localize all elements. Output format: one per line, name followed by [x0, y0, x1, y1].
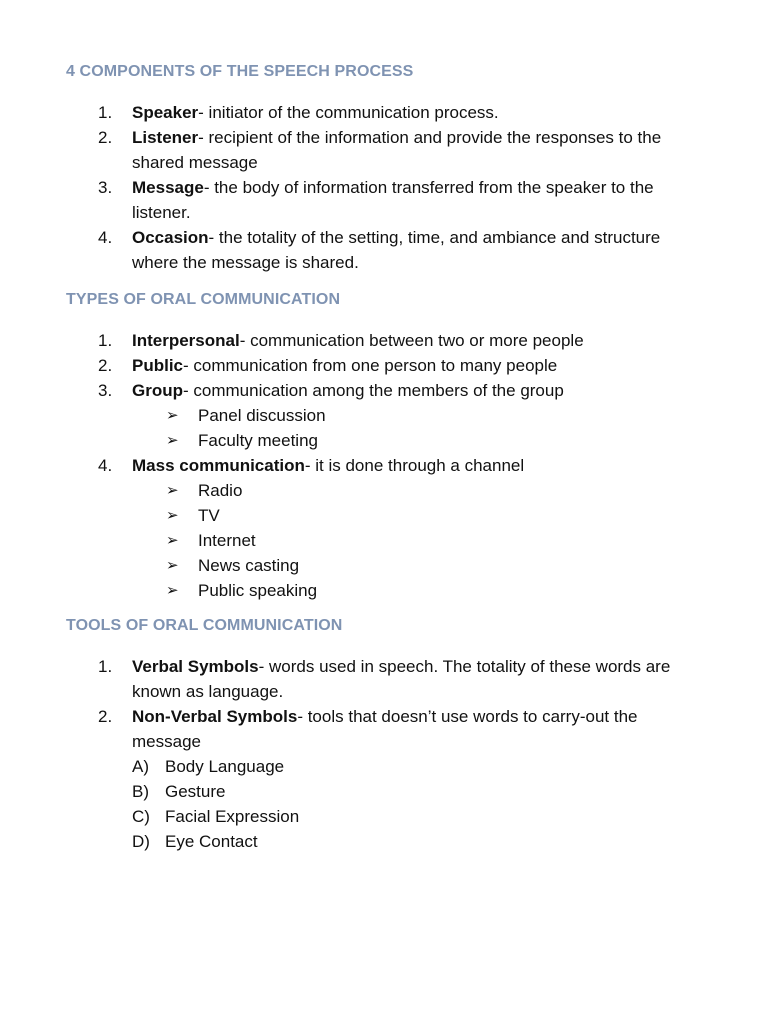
list-item-public	[132, 353, 692, 378]
description: - tools that doesn’t use words to carry-out the message	[132, 707, 638, 751]
term: Verbal Symbols	[132, 657, 259, 676]
list-item-interpersonal	[132, 328, 692, 353]
arrow-bullet-icon: ➢	[166, 532, 179, 549]
list-number: 2.	[98, 356, 113, 375]
list-number: 1.	[98, 657, 113, 676]
list-item-message	[132, 175, 692, 225]
term: Message	[132, 178, 204, 197]
list-number: 1.	[98, 331, 113, 350]
list-letter: D)	[132, 832, 150, 851]
list-item-listener	[132, 125, 692, 175]
list-number: 3.	[98, 178, 113, 197]
lettered-item: Eye Contact	[165, 832, 258, 851]
lettered-item: Facial Expression	[165, 807, 300, 826]
description: - recipient of the information and provide the responses to the shared message	[132, 128, 662, 172]
section-heading-types: TYPES OF ORAL COMMUNICATION	[66, 291, 341, 308]
arrow-bullet-icon: ➢	[166, 407, 179, 424]
list-item-group	[132, 378, 692, 403]
list-item-occasion	[132, 225, 692, 275]
term: Occasion	[132, 228, 209, 247]
sub-item: Public speaking	[198, 581, 318, 600]
arrow-bullet-icon: ➢	[166, 557, 179, 574]
lettered-item: Gesture	[165, 782, 226, 801]
description: - communication from one person to many people	[183, 356, 558, 375]
list-item-speaker	[132, 100, 692, 125]
description: - the totality of the setting, time, and ambiance and structure where the message is shared.	[132, 228, 661, 272]
term: Interpersonal	[132, 331, 240, 350]
list-item-mass-communication	[132, 453, 692, 478]
list-letter: B)	[132, 782, 149, 801]
list-number: 4.	[98, 228, 113, 247]
list-item-verbal-symbols	[132, 654, 692, 704]
list-number: 4.	[98, 456, 113, 475]
section-heading-tools: TOOLS OF ORAL COMMUNICATION	[66, 617, 343, 634]
arrow-bullet-icon: ➢	[166, 507, 179, 524]
list-number: 1.	[98, 103, 113, 122]
list-number: 2.	[98, 707, 113, 726]
sub-item: Radio	[198, 481, 243, 500]
arrow-bullet-icon: ➢	[166, 482, 179, 499]
list-letter: A)	[132, 757, 149, 776]
term: Mass communication	[132, 456, 305, 475]
term: Public	[132, 356, 184, 375]
sub-item: Panel discussion	[198, 406, 326, 425]
term: Group	[132, 381, 183, 400]
arrow-bullet-icon: ➢	[166, 432, 179, 449]
sub-item: TV	[198, 506, 220, 525]
description: - words used in speech. The totality of these words are known as language.	[132, 657, 671, 701]
arrow-bullet-icon: ➢	[166, 582, 179, 599]
term: Speaker	[132, 103, 199, 122]
list-number: 2.	[98, 128, 113, 147]
sub-item: Faculty meeting	[198, 431, 318, 450]
sub-item: News casting	[198, 556, 300, 575]
description: - initiator of the communication process.	[198, 103, 499, 122]
term: Listener	[132, 128, 199, 147]
description: - the body of information transferred from the speaker to the listener.	[132, 178, 654, 222]
lettered-item: Body Language	[165, 757, 285, 776]
list-item-non-verbal-symbols	[132, 704, 692, 754]
section-heading-components: 4 COMPONENTS OF THE SPEECH PROCESS	[66, 63, 414, 80]
description: - communication among the members of the group	[183, 381, 564, 400]
list-letter: C)	[132, 807, 150, 826]
sub-item: Internet	[198, 531, 256, 550]
description: - it is done through a channel	[304, 456, 525, 475]
description: - communication between two or more people	[239, 331, 584, 350]
list-number: 3.	[98, 381, 113, 400]
term: Non-Verbal Symbols	[132, 707, 298, 726]
